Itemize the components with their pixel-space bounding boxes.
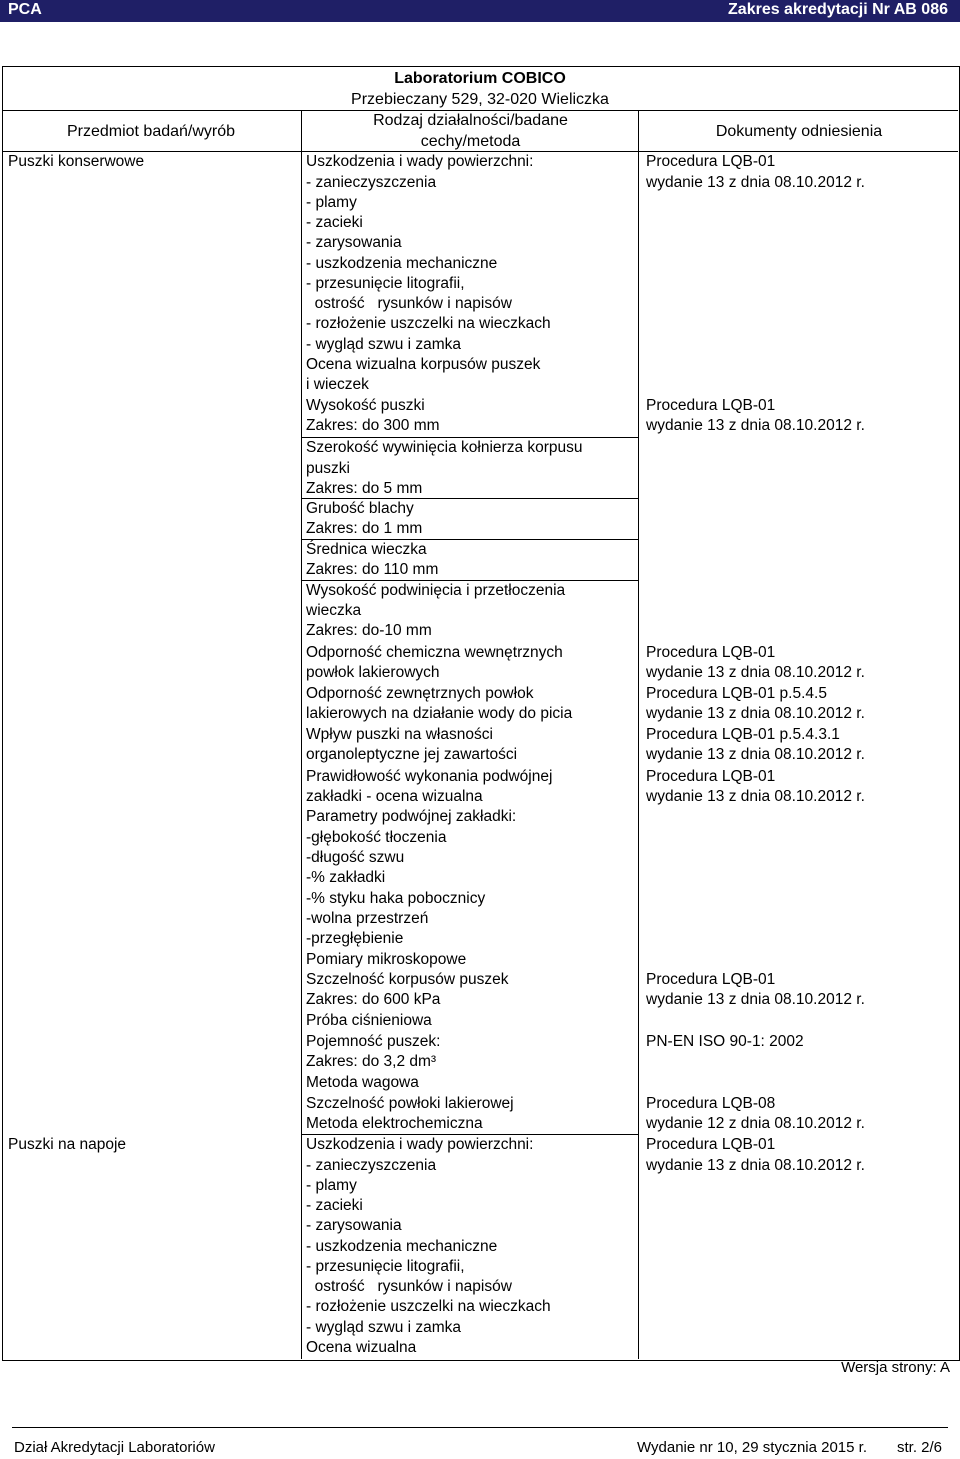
column-header-subject: Przedmiot badań/wyrób — [66, 123, 236, 140]
footer-rule — [12, 1427, 948, 1428]
activity-line: ostrość rysunków i napisów — [306, 295, 512, 312]
activity-line: i wieczek — [306, 376, 369, 393]
activity-line: -% styku haka pobocznicy — [306, 890, 486, 907]
reference-line: wydanie 12 z dnia 08.10.2012 r. — [646, 1115, 865, 1132]
activity-line: powłok lakierowych — [306, 664, 440, 681]
page-version: Wersja strony: A — [841, 1359, 950, 1376]
activity-line: Pojemność puszek: — [306, 1033, 441, 1050]
header-right-title: Zakres akredytacji Nr AB 086 — [728, 1, 948, 18]
activity-line: - uszkodzenia mechaniczne — [306, 255, 498, 272]
activity-line: - rozłożenie uszczelki na wieczkach — [306, 1298, 551, 1315]
activity-line: Szczelność powłoki lakierowej — [306, 1095, 514, 1112]
activity-line: -długość szwu — [306, 849, 405, 866]
activity-line: - przesunięcie litografii, — [306, 275, 465, 292]
activity-line: - zanieczyszczenia — [306, 1157, 437, 1174]
reference-line: Procedura LQB-01 p.5.4.3.1 — [646, 726, 840, 743]
subject-canned-cans: Puszki konserwowe — [8, 153, 145, 170]
activity-line: Grubość blachy — [306, 500, 414, 517]
reference-line: Procedura LQB-01 p.5.4.5 — [646, 685, 827, 702]
activity-line: Wysokość puszki — [306, 397, 425, 414]
reference-line: wydanie 13 z dnia 08.10.2012 r. — [646, 417, 865, 434]
activity-line: Próba ciśnieniowa — [306, 1012, 432, 1029]
activity-line: Uszkodzenia i wady powierzchni: — [306, 153, 534, 170]
activity-line: - zarysowania — [306, 234, 402, 251]
activity-line: - plamy — [306, 1177, 357, 1194]
activity-line: - zarysowania — [306, 1217, 402, 1234]
reference-line: wydanie 13 z dnia 08.10.2012 r. — [646, 174, 865, 191]
reference-line: Procedura LQB-01 — [646, 153, 776, 170]
activity-line: Metoda elektrochemiczna — [306, 1115, 483, 1132]
lab-address: Przebieczany 529, 32-020 Wieliczka — [351, 91, 609, 108]
column-header-activity-line2: cechy/metoda — [420, 133, 521, 150]
reference-line: Procedura LQB-01 — [646, 768, 776, 785]
activity-line: wieczka — [306, 602, 362, 619]
activity-line: -% zakładki — [306, 869, 386, 886]
activity-line: Wysokość podwinięcia i przetłoczenia — [306, 582, 566, 599]
activity-line: lakierowych na działanie wody do picia — [306, 705, 573, 722]
activity-line: Uszkodzenia i wady powierzchni: — [306, 1136, 534, 1153]
activity-line: Prawidłowość wykonania podwójnej — [306, 768, 553, 785]
reference-line: wydanie 13 z dnia 08.10.2012 r. — [646, 664, 865, 681]
activity-line: - rozłożenie uszczelki na wieczkach — [306, 315, 551, 332]
activity-line: Zakres: do 600 kPa — [306, 991, 441, 1008]
activity-line: -przegłębienie — [306, 930, 404, 947]
activity-line: Parametry podwójnej zakładki: — [306, 808, 517, 825]
activity-line: organoleptyczne jej zawartości — [306, 746, 518, 763]
activity-line: -wolna przestrzeń — [306, 910, 429, 927]
activity-line: - plamy — [306, 194, 357, 211]
activity-line: - przesunięcie litografii, — [306, 1258, 465, 1275]
activity-line: - zanieczyszczenia — [306, 174, 437, 191]
activity-line: Zakres: do 5 mm — [306, 480, 423, 497]
activity-line: - zacieki — [306, 214, 363, 231]
reference-line: wydanie 13 z dnia 08.10.2012 r. — [646, 788, 865, 805]
activity-line: -głębokość tłoczenia — [306, 829, 447, 846]
header-divider-partial — [2, 110, 958, 111]
activity-line: puszki — [306, 460, 350, 477]
reference-line: Procedura LQB-08 — [646, 1095, 776, 1112]
footer-middle: Wydanie nr 10, 29 stycznia 2015 r. — [637, 1439, 867, 1456]
column-divider-2 — [638, 110, 639, 1359]
activity-line: Metoda wagowa — [306, 1074, 419, 1091]
reference-line: wydanie 13 z dnia 08.10.2012 r. — [646, 746, 865, 763]
activity-line: Odporność chemiczna wewnętrznych — [306, 644, 563, 661]
footer-page-number: str. 2/6 — [897, 1439, 943, 1456]
activity-line: - zacieki — [306, 1197, 363, 1214]
activity-line: Ocena wizualna korpusów puszek — [306, 356, 541, 373]
column-divider-1 — [301, 110, 302, 1359]
reference-line: Procedura LQB-01 — [646, 971, 776, 988]
reference-line: wydanie 13 z dnia 08.10.2012 r. — [646, 705, 865, 722]
reference-line: wydanie 13 z dnia 08.10.2012 r. — [646, 1157, 865, 1174]
activity-line: Pomiary mikroskopowe — [306, 951, 467, 968]
reference-line: Procedura LQB-01 — [646, 1136, 776, 1153]
activity-line: - uszkodzenia mechaniczne — [306, 1238, 498, 1255]
activity-line: Szerokość wywinięcia kołnierza korpusu — [306, 439, 583, 456]
reference-line: PN-EN ISO 90-1: 2002 — [646, 1033, 804, 1050]
activity-line: zakładki - ocena wizualna — [306, 788, 483, 805]
reference-line: wydanie 13 z dnia 08.10.2012 r. — [646, 991, 865, 1008]
activity-line: ostrość rysunków i napisów — [306, 1278, 512, 1295]
reference-line: Procedura LQB-01 — [646, 397, 776, 414]
activity-line: Zakres: do 110 mm — [306, 561, 439, 578]
footer-left: Dział Akredytacji Laboratoriów — [14, 1439, 215, 1456]
activity-line: Ocena wizualna — [306, 1339, 417, 1356]
activity-line: Średnica wieczka — [306, 541, 427, 558]
header-left-title: PCA — [8, 1, 42, 18]
activity-line: Zakres: do 300 mm — [306, 417, 440, 434]
activity-line: Zakres: do 3,2 dm³ — [306, 1053, 437, 1070]
top-header-bar — [0, 0, 960, 22]
activity-line: Odporność zewnętrznych powłok — [306, 685, 534, 702]
activity-line: Zakres: do 1 mm — [306, 520, 423, 537]
activity-line: Szczelność korpusów puszek — [306, 971, 509, 988]
activity-line: - wygląd szwu i zamka — [306, 336, 462, 353]
reference-line: Procedura LQB-01 — [646, 644, 776, 661]
subject-beverage-cans: Puszki na napoje — [8, 1136, 127, 1153]
activity-line: Zakres: do-10 mm — [306, 622, 432, 639]
activity-line: - wygląd szwu i zamka — [306, 1319, 462, 1336]
column-header-reference-docs: Dokumenty odniesienia — [715, 123, 883, 140]
column-header-activity-line1: Rodzaj działalności/badane — [373, 112, 568, 129]
activity-line: Wpływ puszki na własności — [306, 726, 493, 743]
lab-name: Laboratorium COBICO — [394, 70, 566, 87]
